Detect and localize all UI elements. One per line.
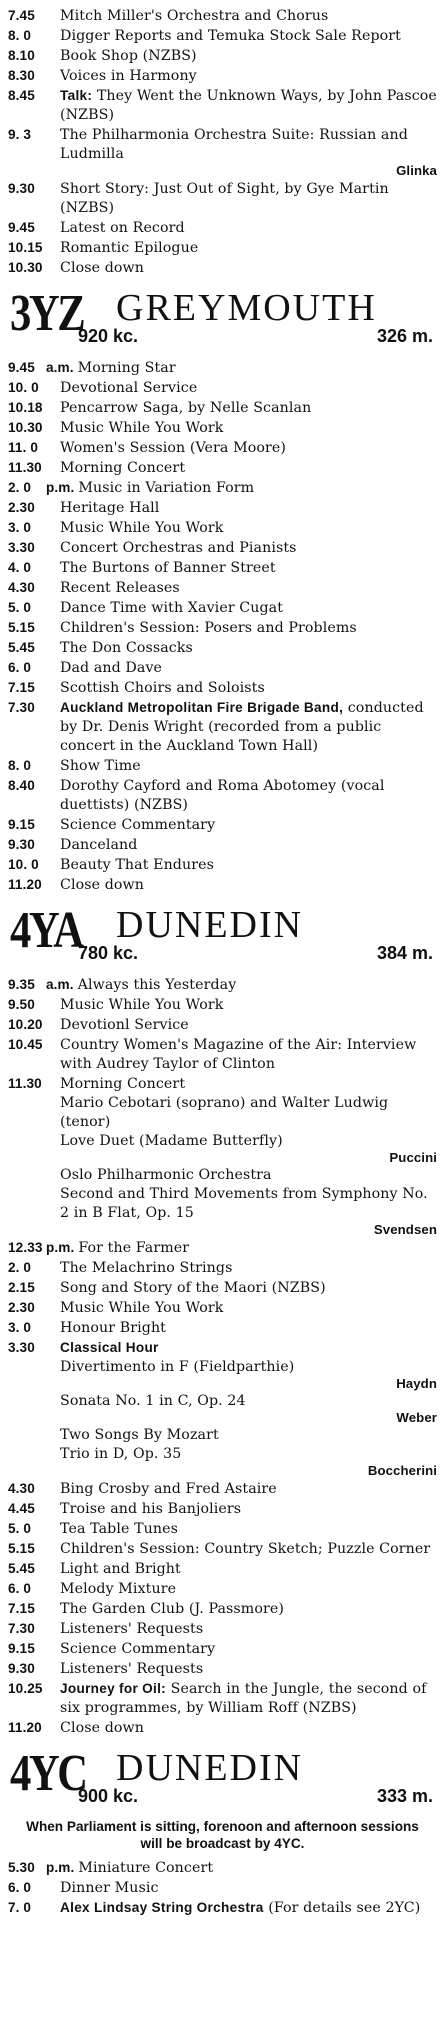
entry-programme [60,1037,416,1072]
entry-composer: Boccherini [367,1463,437,1478]
listing-entry [8,678,437,698]
listing-entry [8,46,437,66]
entry-programme-text: Morning Concert [60,460,186,476]
entry-programme-text: Two Songs By Mozart [60,1427,219,1443]
entry-programme [78,977,237,993]
entry-programme [60,1641,215,1657]
entry-programme-text: Women's Session (Vera Moore) [60,440,286,456]
listing-entry [8,756,437,776]
entry-programme [60,1561,181,1577]
station-wavelength: 333 m. [376,1786,433,1806]
entry-programme [60,380,197,396]
entry-time: 2. 0 [8,480,32,495]
parliament-notice: When Parliament is sitting, forenoon and afternoon sessions will be broadcast by 4YC. [26,1819,419,1851]
entry-programme-bold: Journey for Oil: [60,1681,167,1696]
entry-programme [60,28,401,44]
entry-programme-text: Devotionl Service [60,1017,189,1033]
entry-time: 11.30 [8,1076,42,1091]
entry-programme-text: Miniature Concert [78,1860,214,1876]
entry-programme [78,1860,213,1876]
entry-time: 3. 0 [8,520,32,535]
entry-programme [60,1186,428,1221]
entry-programme [60,778,384,813]
entry-programme [60,127,408,162]
entry-programme-text: Digger Reports and Temuka Stock Sale Report [60,28,401,44]
listing-entry [8,358,437,378]
entry-programme-text: Divertimento in F (Fieldparthie) [60,1359,295,1375]
listing-entry [8,438,437,458]
listing-entry [8,398,437,418]
entry-programme-text: Music in Variation Form [78,480,255,496]
station-header-3yz [8,285,437,354]
entry-programme-text: Close down [60,877,145,893]
entry-programme-text: Close down [60,260,145,276]
entry-time: 10. 0 [8,380,39,395]
entry-programme-text: The Don Cossacks [60,640,193,656]
entry-programme-text: Search in the Jungle, the second of six programmes, by William Roff (NZBS) [60,1681,427,1716]
entry-programme-text: For the Farmer [78,1240,190,1256]
entry-time: 10. 0 [8,857,39,872]
listing-entry [8,1392,437,1426]
listing-entry [8,6,437,26]
entry-programme [60,1720,144,1736]
entry-time: 7.30 [8,1621,35,1636]
listing-entry [8,498,437,518]
listing-entry [8,538,437,558]
entry-time: 11. 0 [8,440,38,455]
entry-programme-text: Morning Star [77,360,176,376]
entry-programme [60,240,198,256]
entry-programme-bold: Auckland Metropolitan Fire Brigade Band, [60,700,344,715]
entry-programme [60,181,389,216]
listing-entry [8,1898,437,1918]
entry-programme [60,1621,203,1637]
entry-programme [60,700,424,754]
entry-programme [60,1300,224,1316]
entry-time: 3.30 [8,540,35,555]
listing-entry [8,815,437,835]
entry-programme [60,260,144,276]
entry-programme [60,520,224,536]
entry-time: 5.15 [8,1541,35,1556]
entry-programme [78,1240,189,1256]
entry-programme [60,1260,232,1276]
entry-programme-text: Dance Time with Xavier Cugat [60,600,284,616]
entry-ampm: p.m. [46,1860,75,1875]
entry-composer: Glinka [396,163,437,178]
listing-entry [8,995,437,1015]
listing-entry [8,1035,437,1074]
entry-time: 8.45 [8,88,35,103]
listing-entry [8,1258,437,1278]
entry-time: 4.30 [8,580,35,595]
listing-entry [8,1166,437,1185]
listing-entry [8,1426,437,1445]
listing-entry [8,125,437,179]
entry-programme-text: Trio in D, Op. 35 [60,1446,182,1462]
entry-time: 9.35 [8,977,35,992]
entry-time: 11.30 [8,460,42,475]
entry-programme-text: Tea Table Tunes [60,1521,178,1537]
entry-programme [60,1076,185,1092]
entry-programme-text: Oslo Philharmonic Orchestra [60,1167,272,1183]
listing-entry [8,1878,437,1898]
listing-entry [8,618,437,638]
entry-time: 9.15 [8,817,35,832]
entry-programme [60,48,197,64]
entry-programme [60,1541,430,1557]
entry-programme-text: Science Commentary [60,817,216,833]
listing-entry [8,638,437,658]
entry-time: 2.30 [8,500,35,515]
listing-entry [8,1445,437,1479]
station-wavelength: 326 m. [376,326,433,346]
listing-entry [8,1132,437,1166]
entry-programme-text: Melody Mixture [60,1581,177,1597]
listing-entry [8,1358,437,1392]
listing-entry [8,776,437,815]
entry-programme [60,997,224,1013]
entry-time: 3. 0 [8,1320,32,1335]
entry-programme [60,580,180,596]
listing-entry [8,975,437,995]
entry-programme [60,1427,219,1443]
entry-programme [60,1581,176,1597]
entry-programme [60,817,215,833]
listing-entry [8,1338,437,1358]
entry-programme [60,1481,277,1497]
entry-composer: Haydn [396,1376,437,1391]
entry-programme-text: Listeners' Requests [60,1621,204,1637]
listing-3yz [8,358,437,895]
listing-entry [8,1479,437,1499]
entry-programme-text: Pencarrow Saga, by Nelle Scanlan [60,400,312,416]
entry-programme-text: Dad and Dave [60,660,163,676]
entry-programme-text: Devotional Service [60,380,198,396]
entry-programme [60,1900,420,1916]
listing-entry [8,1539,437,1559]
entry-programme-text: Music While You Work [60,997,224,1013]
entry-time: 10.30 [8,420,43,435]
listing-entry [8,1858,437,1878]
listing-entry [8,658,437,678]
entry-programme-text: Song and Story of the Maori (NZBS) [60,1280,326,1296]
entry-time: 5.30 [8,1860,35,1875]
entry-time: 8.40 [8,778,35,793]
entry-programme [60,1661,203,1677]
entry-programme [60,640,193,656]
listing-entry [8,1559,437,1579]
listing-4yc [8,1858,437,1918]
entry-composer: Puccini [389,1150,437,1165]
entry-programme-text: Close down [60,1720,145,1736]
entry-time: 4.45 [8,1501,35,1516]
listing-entry [8,179,437,218]
entry-programme [60,620,357,636]
entry-time: 6. 0 [8,1880,32,1895]
entry-programme [78,360,176,376]
entry-time: 9.50 [8,997,35,1012]
entry-programme [60,1095,388,1130]
entry-programme [60,1340,159,1356]
entry-programme [60,460,185,476]
station-callsign: 4YC [10,1745,86,1802]
entry-programme-text: The Melachrino Strings [60,1260,233,1276]
entry-time: 9.30 [8,837,35,852]
entry-time: 12.33 [8,1240,43,1255]
entry-programme [60,660,162,676]
entry-composer: Weber [396,1410,437,1425]
entry-programme-text: Voices in Harmony [60,68,197,84]
listing-entry [8,1639,437,1659]
entry-time: 8. 0 [8,28,32,43]
entry-programme [60,420,224,436]
listing-top [8,6,437,278]
listing-entry [8,1185,437,1238]
entry-programme-bold: Classical Hour [60,1340,159,1355]
entry-time: 10.18 [8,400,43,415]
listing-entry [8,1015,437,1035]
entry-programme [60,8,328,24]
entry-time: 8.10 [8,48,35,63]
entry-programme-text: Beauty That Endures [60,857,214,873]
listing-entry [8,1318,437,1338]
station-city: DUNEDIN [116,1747,304,1789]
entry-programme-text: Music While You Work [60,520,224,536]
entry-time: 7.45 [8,8,35,23]
entry-time: 2. 0 [8,1260,32,1275]
entry-time: 10.20 [8,1017,43,1032]
station-city: DUNEDIN [116,904,304,946]
entry-programme-text: Danceland [60,837,138,853]
entry-programme [60,1601,284,1617]
entry-programme-text: conducted by Dr. Denis Wright (recorded from a public concert in the Auckland Town Hall) [60,700,424,754]
listing-entry [8,478,437,498]
listing-entry [8,1599,437,1619]
listing-entry [8,1499,437,1519]
entry-time: 8. 0 [8,758,32,773]
entry-time: 11.20 [8,877,42,892]
entry-programme [60,1681,426,1716]
entry-ampm: p.m. [46,480,75,495]
entry-programme-text: The Burtons of Banner Street [60,560,276,576]
entry-programme [60,758,141,774]
entry-programme-text: The Garden Club (J. Passmore) [60,1601,285,1617]
entry-programme-text: Listeners' Requests [60,1661,204,1677]
entry-time: 9.45 [8,220,35,235]
entry-programme [60,857,214,873]
entry-time: 2.15 [8,1280,35,1295]
listing-entry [8,875,437,895]
listing-entry [8,378,437,398]
listing-entry [8,855,437,875]
entry-programme-text: Bing Crosby and Fred Astaire [60,1481,277,1497]
entry-ampm: p.m. [46,1240,75,1255]
station-frequency: 780 kc. [78,943,139,963]
entry-programme-text: Children's Session: Country Sketch; Puzzle Corner [60,1541,431,1557]
entry-programme-text: Latest on Record [60,220,185,236]
listing-entry [8,518,437,538]
entry-time: 5. 0 [8,600,32,615]
entry-programme [60,1133,283,1149]
entry-time: 11.20 [8,1720,42,1735]
entry-programme [60,400,311,416]
listing-entry [8,66,437,86]
entry-programme-text: Heritage Hall [60,500,160,516]
entry-time: 5.45 [8,1561,35,1576]
entry-programme-text: Sonata No. 1 in C, Op. 24 [60,1393,246,1409]
listing-entry [8,26,437,46]
entry-programme [60,1359,294,1375]
listing-entry [8,558,437,578]
listing-entry [8,1679,437,1718]
entry-programme-text: Country Women's Magazine of the Air: Interview with Audrey Taylor of Clinton [60,1037,417,1072]
listing-entry [8,458,437,478]
entry-time: 10.15 [8,240,43,255]
entry-time: 10.30 [8,260,43,275]
entry-time: 9.15 [8,1641,35,1656]
entry-time: 9.30 [8,181,35,196]
entry-programme [60,1501,241,1517]
entry-programme-bold: Talk: [60,88,93,103]
entry-time: 10.45 [8,1037,43,1052]
entry-programme-text: Love Duet (Madame Butterfly) [60,1133,283,1149]
entry-programme-text: Children's Session: Posers and Problems [60,620,357,636]
listing-entry [8,835,437,855]
listing-entry [8,218,437,238]
entry-programme-text: Second and Third Movements from Symphony No. 2 in B Flat, Op. 15 [60,1186,428,1221]
station-wavelength: 384 m. [376,943,433,963]
listing-entry [8,418,437,438]
entry-programme-text: The Philharmonia Orchestra Suite: Russian and Ludmilla [60,127,408,162]
entry-programme [78,480,254,496]
entry-time: 5. 0 [8,1521,32,1536]
entry-programme-text: Troise and his Banjoliers [60,1501,242,1517]
entry-programme-text: Dorothy Cayford and Roma Abotomey (vocal duettists) (NZBS) [60,778,385,813]
entry-programme [60,88,437,123]
entry-programme-text: Mario Cebotari (soprano) and Walter Ludwig (tenor) [60,1095,389,1130]
entry-programme-text: Science Commentary [60,1641,216,1657]
entry-time: 6. 0 [8,1581,32,1596]
listing-entry [8,698,437,756]
entry-programme-text: Music While You Work [60,1300,224,1316]
entry-programme [60,1167,272,1183]
listing-entry [8,1659,437,1679]
entry-programme [60,837,137,853]
entry-programme-text: Book Shop (NZBS) [60,48,197,64]
entry-time: 6. 0 [8,660,32,675]
entry-programme-text: Always this Yesterday [77,977,237,993]
entry-programme [60,68,197,84]
entry-programme [60,540,297,556]
entry-programme-text: Morning Concert [60,1076,186,1092]
entry-time: 5.15 [8,620,35,635]
entry-programme [60,1393,246,1409]
station-callsign: 4YA [10,902,82,959]
station-city: GREYMOUTH [116,287,377,329]
entry-programme [60,1017,189,1033]
entry-time: 9.30 [8,1661,35,1676]
entry-programme [60,1280,326,1296]
listing-entry [8,86,437,125]
entry-time: 3.30 [8,1340,35,1355]
entry-programme [60,680,265,696]
listing-entry [8,1238,437,1258]
listing-4ya [8,975,437,1738]
entry-programme [60,1880,159,1896]
station-frequency: 900 kc. [78,1786,139,1806]
entry-programme-text: Music While You Work [60,420,224,436]
entry-time: 5.45 [8,640,35,655]
listing-entry [8,578,437,598]
entry-programme [60,500,159,516]
entry-programme-text: (For details see 2YC) [263,1900,421,1916]
entry-programme [60,1320,166,1336]
station-header-4yc [8,1745,437,1814]
entry-programme-text: Dinner Music [60,1880,159,1896]
entry-programme-text: Honour Bright [60,1320,166,1336]
station-header-4ya [8,902,437,971]
entry-time: 4. 0 [8,560,32,575]
listing-entry [8,1298,437,1318]
entry-programme [60,1446,181,1462]
entry-programme-text: Light and Bright [60,1561,181,1577]
listing-entry [8,1094,437,1132]
listing-entry [8,238,437,258]
listing-entry [8,1519,437,1539]
entry-programme [60,600,283,616]
entry-programme-text: Scottish Choirs and Soloists [60,680,265,696]
entry-programme-bold: Alex Lindsay String Orchestra [60,1900,264,1915]
listing-entry [8,1579,437,1599]
entry-time: 9.45 [8,360,35,375]
entry-time: 2.30 [8,1300,35,1315]
entry-programme-text: Recent Releases [60,580,180,596]
entry-time: 8.30 [8,68,35,83]
entry-programme [60,877,144,893]
entry-programme-text: Show Time [60,758,141,774]
entry-composer: Svendsen [373,1222,437,1237]
entry-programme-text: They Went the Unknown Ways, by John Pascoe (NZBS) [60,88,437,123]
entry-time: 7.15 [8,680,35,695]
entry-time: 9. 3 [8,127,32,142]
listing-entry [8,1074,437,1094]
entry-programme-text: Romantic Epilogue [60,240,199,256]
entry-programme [60,1521,178,1537]
entry-time: 10.25 [8,1681,43,1696]
entry-programme-text: Concert Orchestras and Pianists [60,540,297,556]
station-callsign: 3YZ [10,285,84,342]
entry-time: 7.15 [8,1601,35,1616]
listing-entry [8,1619,437,1639]
entry-programme-text: Short Story: Just Out of Sight, by Gye Martin (NZBS) [60,181,389,216]
entry-time: 4.30 [8,1481,35,1496]
entry-ampm: a.m. [46,360,74,375]
listing-entry [8,1718,437,1738]
entry-time: 7.30 [8,700,35,715]
listing-entry [8,258,437,278]
entry-ampm: a.m. [46,977,74,992]
listing-entry [8,1278,437,1298]
entry-programme-text: Mitch Miller's Orchestra and Chorus [60,8,329,24]
entry-time: 7. 0 [8,1900,32,1915]
station-frequency: 920 kc. [78,326,139,346]
listing-entry [8,598,437,618]
entry-programme [60,220,185,236]
entry-programme [60,560,276,576]
entry-programme [60,440,286,456]
